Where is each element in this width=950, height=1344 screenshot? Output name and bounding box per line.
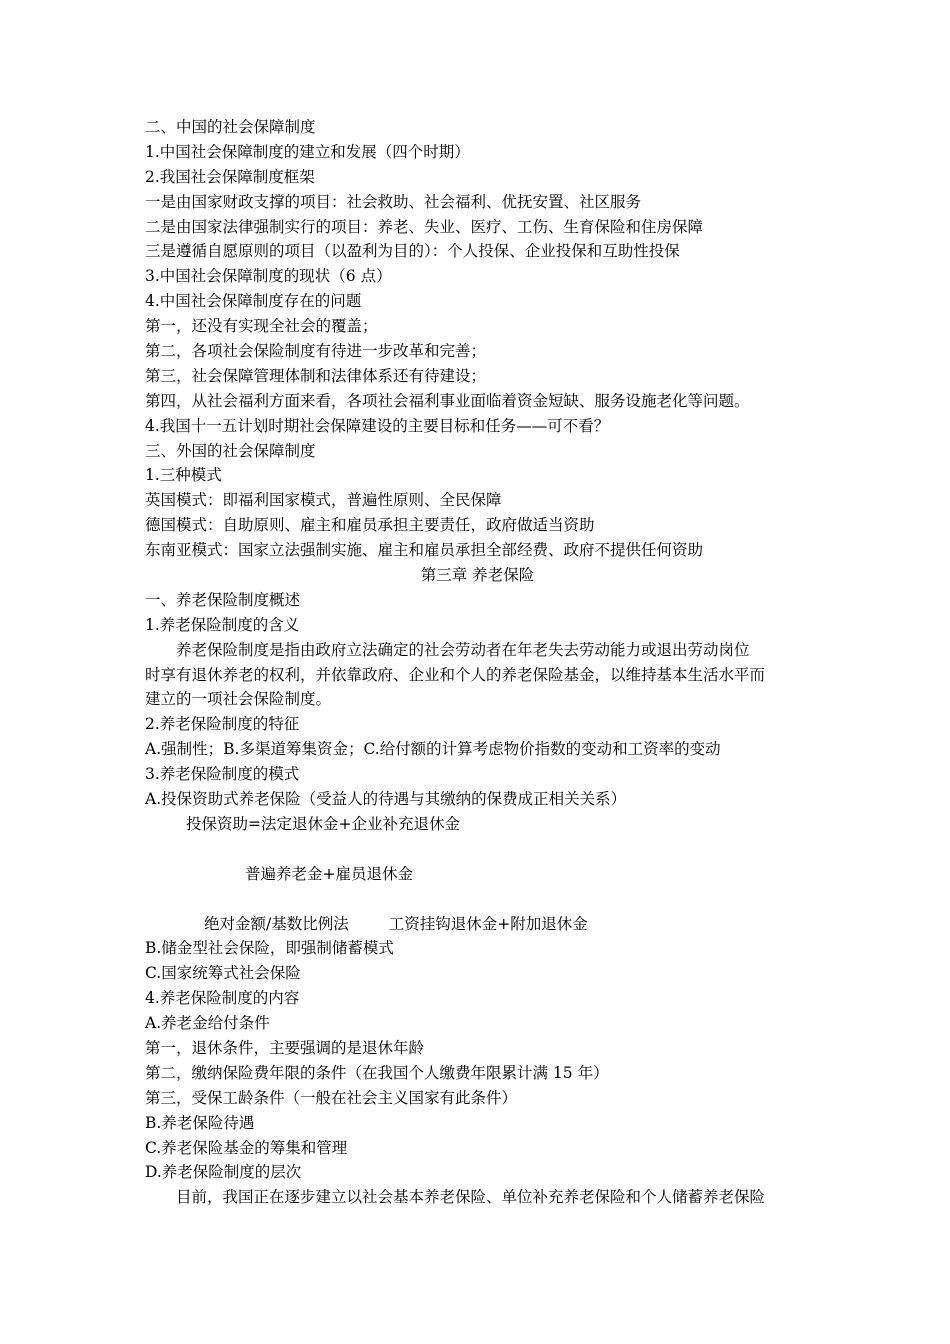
subsection-heading: 2.养老保险制度的特征: [145, 715, 300, 734]
chapter-title: 第三章 养老保险: [420, 566, 535, 585]
subsection-heading: 2.我国社会保障制度框架: [145, 167, 315, 186]
text-line: 第二，缴纳保险费年限的条件（在我国个人缴费年限累计满 15 年）: [145, 1063, 609, 1082]
text-line: B.储金型社会保险，即强制储蓄模式: [145, 939, 394, 958]
subsection-heading: 4.养老保险制度的内容: [145, 989, 300, 1008]
text-line: 东南亚模式：国家立法强制实施、雇主和雇员承担全部经费、政府不提供任何资助: [145, 541, 704, 560]
text-line: 第三，社会保障管理体制和法律体系还有待建设；: [145, 366, 487, 385]
paragraph-line: 目前，我国正在逐步建立以社会基本养老保险、单位补充养老保险和个人储蓄养老保险: [176, 1188, 766, 1207]
subsection-heading: 1.中国社会保障制度的建立和发展（四个时期）: [145, 142, 470, 161]
text-line: 德国模式：自助原则、雇主和雇员承担主要责任，政府做适当资助: [145, 516, 595, 535]
formula-line: [145, 912, 810, 937]
subsection-heading: 1.养老保险制度的含义: [145, 615, 300, 634]
subsection-heading: 4.我国十一五计划时期社会保障建设的主要目标和任务——可不看？: [145, 416, 610, 435]
paragraph-line: 养老保险制度是指由政府立法确定的社会劳动者在年老失去劳动能力或退出劳动岗位: [176, 640, 750, 659]
text-line: 第三，受保工龄条件（一般在社会主义国家有此条件）: [145, 1088, 518, 1107]
formula-part: 绝对金额/基数比例法: [204, 914, 349, 933]
text-line: A.强制性；B.多渠道筹集资金；C.给付额的计算考虑物价指数的变动和工资率的变动: [145, 740, 721, 759]
text-line: B.养老保险待遇: [145, 1113, 255, 1132]
blank-line: [145, 887, 810, 912]
text-line: A.养老金给付条件: [145, 1014, 270, 1033]
text-line: 英国模式：即福利国家模式，普遍性原则、全民保障: [145, 491, 502, 510]
paragraph-line: 建立的一项社会保险制度。: [145, 690, 332, 709]
section-heading: 一、养老保险制度概述: [145, 590, 301, 609]
text-line: C.养老保险基金的筹集和管理: [145, 1138, 348, 1157]
formula-line: 投保资助=法定退休金+企业补充退休金: [186, 814, 460, 833]
formula-line: 普遍养老金+雇员退休金: [245, 864, 413, 883]
text-line: D.养老保险制度的层次: [145, 1163, 302, 1182]
text-line: 第二，各项社会保险制度有待进一步改革和完善；: [145, 342, 487, 361]
text-line: 第一，退休条件，主要强调的是退休年龄: [145, 1038, 425, 1057]
paragraph-line: 时享有退休养老的权利，并依靠政府、企业和个人的养老保险基金，以维持基本生活水平而: [145, 665, 766, 684]
subsection-heading: 3.养老保险制度的模式: [145, 765, 300, 784]
text-line: 三是遵循自愿原则的项目（以盈利为目的）：个人投保、企业投保和互助性投保: [145, 242, 680, 261]
section-heading: 二、中国的社会保障制度: [145, 118, 316, 136]
text-line: A.投保资助式养老保险（受益人的待遇与其缴纳的保费成正相关关系）: [145, 790, 627, 809]
subsection-heading: 4.中国社会保障制度存在的问题: [145, 292, 362, 311]
document-page: [145, 115, 810, 1210]
text-line: 第一，还没有实现全社会的覆盖；: [145, 317, 378, 336]
section-heading: 三、外国的社会保障制度: [145, 441, 316, 460]
text-line: 第四，从社会福利方面来看，各项社会福利事业面临着资金短缺、服务设施老化等问题。: [145, 391, 750, 410]
formula-part: 工资挂钩退休金+附加退休金: [388, 914, 588, 933]
subsection-heading: 3.中国社会保障制度的现状（6 点）: [145, 267, 392, 286]
text-line: 一是由国家财政支撑的项目：社会救助、社会福利、优抚安置、社区服务: [145, 192, 642, 211]
text-line: C.国家统筹式社会保险: [145, 964, 301, 983]
text-line: 二是由国家法律强制实行的项目：养老、失业、医疗、工伤、生育保险和住房保障: [145, 217, 704, 236]
blank-line: [145, 837, 810, 862]
subsection-heading: 1.三种模式: [145, 466, 222, 485]
